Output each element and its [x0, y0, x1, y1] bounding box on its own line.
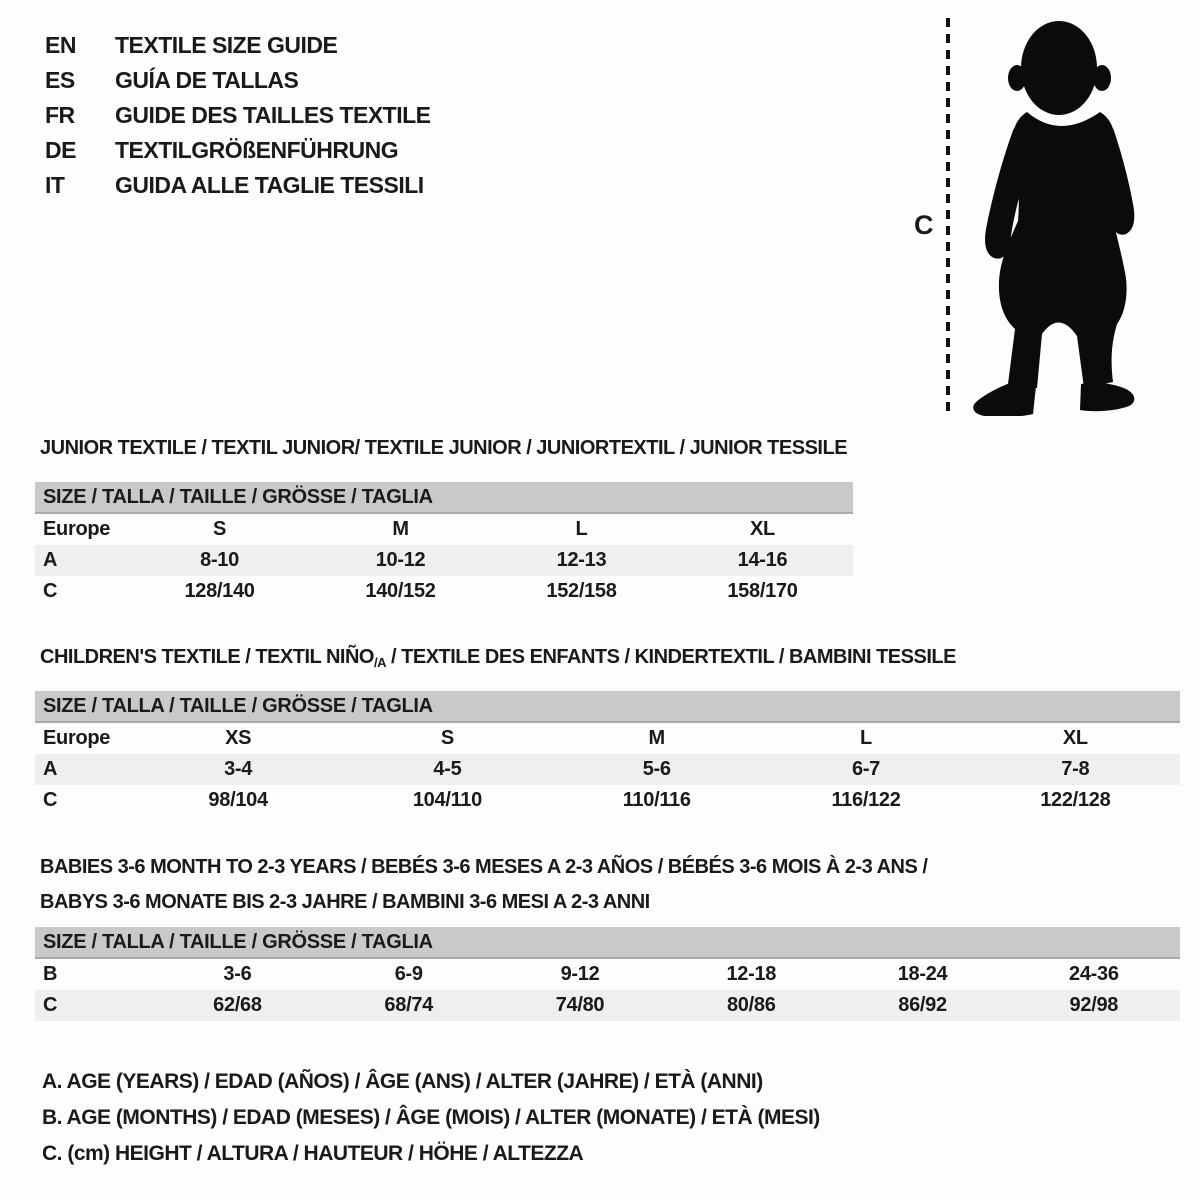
- legend-line-c: C. (cm) HEIGHT / ALTURA / HAUTEUR / HÖHE / ALTEZZA: [42, 1142, 584, 1165]
- language-code: IT: [45, 172, 65, 198]
- children-section-title: [40, 645, 1180, 669]
- age-cell: 12-18: [726, 963, 777, 985]
- measurement-legend: [42, 1064, 820, 1172]
- legend-line-b: B. AGE (MONTHS) / EDAD (MESES) / ÂGE (MOIS) / ALTER (MONATE) / ETÀ (MESI): [42, 1106, 820, 1129]
- height-cell: 86/92: [898, 994, 947, 1016]
- table-row-age: [35, 754, 1180, 785]
- babies-textile-section: [35, 850, 1180, 1021]
- age-cell: 8-10: [200, 549, 239, 571]
- age-cell: 7-8: [1061, 758, 1090, 780]
- children-title-suffix: / TEXTILE DES ENFANTS / KINDERTEXTIL / BAMBINI TESSILE: [385, 646, 956, 668]
- height-cell: 116/122: [831, 789, 901, 811]
- language-title: GUIDA ALLE TAGLIE TESSILI: [115, 172, 424, 198]
- language-row: [45, 168, 431, 203]
- age-cell: 4-5: [433, 758, 462, 780]
- size-cell: S: [213, 518, 227, 540]
- height-cell: 122/128: [1040, 789, 1111, 811]
- age-cell: 3-4: [224, 758, 253, 780]
- children-title-prefix: CHILDREN'S TEXTILE / TEXTIL NIÑO: [40, 646, 374, 668]
- age-cell: 14-16: [737, 549, 788, 571]
- table-row-height: [35, 576, 853, 607]
- size-header-bar: SIZE / TALLA / TAILLE / GRÖSSE / TAGLIA: [35, 691, 1180, 723]
- childrens-textile-section: [35, 645, 1180, 816]
- row-label: Europe: [43, 727, 111, 749]
- height-cell: 80/86: [726, 994, 776, 1016]
- language-row: [45, 63, 431, 98]
- row-label: A: [43, 758, 58, 780]
- children-size-table: [35, 691, 1180, 816]
- row-label: B: [43, 963, 58, 985]
- language-code: FR: [45, 102, 75, 128]
- table-row-age-months: [35, 959, 1180, 990]
- junior-section-title: JUNIOR TEXTILE / TEXTIL JUNIOR/ TEXTILE JUNIOR / JUNIORTEXTIL / JUNIOR TESSILE: [40, 437, 848, 459]
- language-title: TEXTILE SIZE GUIDE: [115, 32, 338, 58]
- row-label: C: [43, 994, 58, 1016]
- babies-title-line1: BABIES 3-6 MONTH TO 2-3 YEARS / BEBÉS 3-6 MESES A 2-3 AÑOS / BÉBÉS 3-6 MOIS À 2-3 ANS /: [40, 856, 928, 878]
- height-measure-dashed-line: [946, 18, 950, 414]
- age-cell: 3-6: [223, 963, 252, 985]
- babies-title-line2: BABYS 3-6 MONATE BIS 2-3 JAHRE / BAMBINI 3-6 MESI A 2-3 ANNI: [40, 891, 650, 913]
- height-cell: 98/104: [208, 789, 268, 811]
- height-cell: 92/98: [1069, 994, 1119, 1016]
- size-cell: L: [860, 727, 872, 749]
- babies-section-title: [35, 850, 1180, 920]
- age-cell: 24-36: [1069, 963, 1119, 985]
- size-cell: XL: [1062, 727, 1088, 749]
- age-cell: 18-24: [897, 963, 948, 985]
- height-cell: 128/140: [184, 580, 255, 602]
- height-cell: 152/158: [546, 580, 617, 602]
- language-title: TEXTILGRÖßENFÜHRUNG: [115, 137, 399, 163]
- table-row-height: [35, 785, 1180, 816]
- language-title-list: [45, 28, 431, 203]
- size-cell: M: [392, 518, 409, 540]
- height-cell: 158/170: [727, 580, 798, 602]
- size-cell: L: [575, 518, 588, 540]
- row-label: A: [43, 549, 58, 571]
- toddler-silhouette-icon: [963, 16, 1153, 416]
- age-cell: 6-9: [394, 963, 423, 985]
- size-cell: S: [440, 727, 454, 749]
- junior-textile-section: [35, 436, 853, 607]
- age-cell: 9-12: [560, 963, 600, 985]
- language-title: GUIDE DES TAILLES TEXTILE: [115, 102, 431, 128]
- row-label: C: [43, 789, 58, 811]
- language-row: [45, 98, 431, 133]
- size-header-bar: SIZE / TALLA / TAILLE / GRÖSSE / TAGLIA: [35, 482, 853, 514]
- height-cell: 104/110: [412, 789, 482, 811]
- size-cell: XL: [749, 518, 775, 540]
- age-cell: 10-12: [375, 549, 426, 571]
- table-row-europe: [35, 723, 1180, 754]
- junior-size-table: [35, 482, 853, 607]
- language-code: EN: [45, 32, 76, 58]
- size-cell: M: [648, 727, 665, 749]
- height-cell: 140/152: [365, 580, 436, 602]
- table-row-height: [35, 990, 1180, 1021]
- language-row: [45, 28, 431, 63]
- table-row-europe: [35, 514, 853, 545]
- table-row-age: [35, 545, 853, 576]
- height-measure-label: C: [914, 210, 934, 240]
- size-cell: XS: [225, 727, 252, 749]
- age-cell: 5-6: [642, 758, 671, 780]
- row-label: C: [43, 580, 58, 602]
- height-cell: 68/74: [384, 994, 433, 1016]
- age-cell: 12-13: [556, 549, 607, 571]
- size-header-bar: SIZE / TALLA / TAILLE / GRÖSSE / TAGLIA: [35, 927, 1180, 959]
- height-cell: 62/68: [213, 994, 262, 1016]
- children-title-subscript: /A: [373, 655, 386, 670]
- height-cell: 74/80: [555, 994, 605, 1016]
- row-label: Europe: [43, 518, 111, 540]
- age-cell: 6-7: [852, 758, 881, 780]
- language-code: ES: [45, 67, 75, 93]
- language-title: GUÍA DE TALLAS: [115, 67, 299, 93]
- legend-line-a: A. AGE (YEARS) / EDAD (AÑOS) / ÂGE (ANS) / ALTER (JAHRE) / ETÀ (ANNI): [42, 1070, 763, 1093]
- babies-size-table: [35, 927, 1180, 1021]
- language-row: [45, 133, 431, 168]
- language-code: DE: [45, 137, 76, 163]
- height-cell: 110/116: [622, 789, 691, 811]
